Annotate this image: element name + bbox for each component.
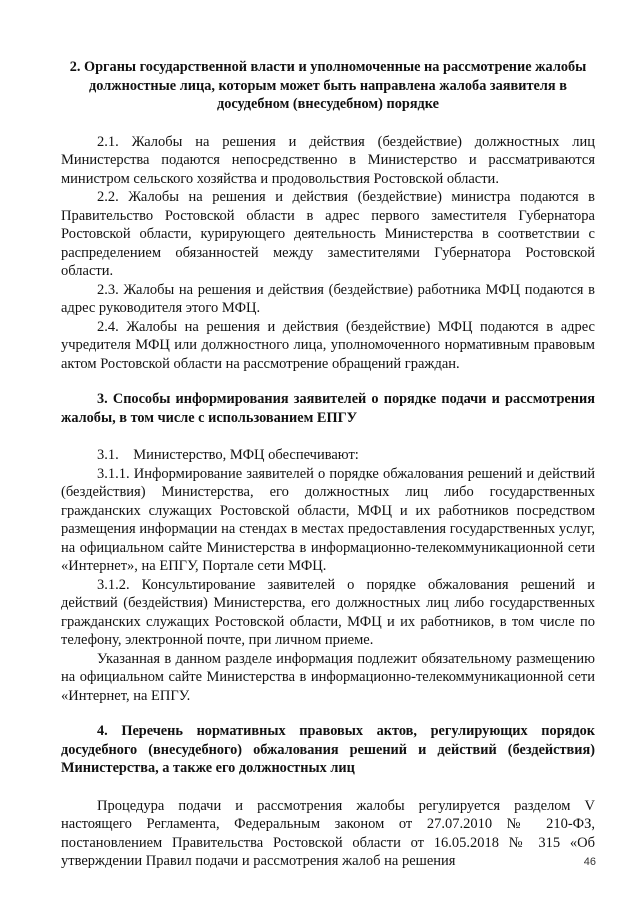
page-number: 46 [583, 856, 596, 868]
paragraph-2-3: 2.3. Жалобы на решения и действия (бездействие) работника МФЦ подаются в адрес руководителя этого МФЦ. [61, 281, 595, 316]
paragraph-2-4: 2.4. Жалобы на решения и действия (бездействие) МФЦ подаются в адрес учредителя МФЦ или должностного лица, уполномоченного нормативным правовым актом Ростовской области на рассмотрение обращений граждан. [61, 318, 595, 372]
paragraph-3-note: Указанная в данном разделе информация подлежит обязательному размещению на официальном сайте Министерства в информационно-телекоммуникационной сети «Интернет, на ЕПГУ. [61, 650, 595, 704]
section-2-heading: 2. Органы государственной власти и уполномоченные на рассмотрение жалобы должностные лица, которым может быть направлена жалоба заявителя в досудебном (внесудебном) порядке [69, 59, 587, 112]
paragraph-4-procedure: Процедура подачи и рассмотрения жалобы регулируется разделом V настоящего Регламента, Федеральным законом от 27.07.2010 № 210-ФЗ, постановлением Правительства Ростовской области от 16.05.2018 № 315 «Об утверждении Правил подачи и рассмотрения жалоб на решения [61, 797, 595, 869]
paragraph-2-2: 2.2. Жалобы на решения и действия (бездействие) министра подаются в Правительство Ростовской области в адрес первого заместителя Губернатора Ростовской области, курирующего деятельность Министерства в соответствии с распределением обязанностей между заместителями Губернатора Ростовской области. [61, 189, 595, 279]
document-page [61, 58, 595, 871]
paragraph-3-1-2: 3.1.2. Консультирование заявителей о порядке обжалования решений и действий (бездействия) Министерства, его должностных лиц либо государственных гражданских служащих Ростовской области, МФЦ и их работников, в том числе по телефону, электронной почте, при личном приеме. [61, 576, 595, 648]
paragraph-2-1: 2.1. Жалобы на решения и действия (бездействие) должностных лиц Министерства подаются непосредственно в Министерство и рассматриваются министром сельского хозяйства и продовольствия Ростовской области. [61, 133, 595, 187]
paragraph-3-1-1: 3.1.1. Информирование заявителей о порядке обжалования решений и действий (бездействия) Министерства, его должностных лиц либо государственных гражданских служащих Ростовской области, МФЦ и их работников посредством размещения информации на стендах в местах предоставления государственных услуг, на официальном сайте Министерства в информационно-телекоммуникационной сети «Интернет», на ЕПГУ, Портале сети МФЦ. [61, 465, 595, 574]
section-4-heading: 4. Перечень нормативных правовых актов, регулирующих порядок досудебного (внесудебного) обжалования решений и действий (бездействия) Министерства, а также его должностных лиц [61, 723, 595, 776]
paragraph-3-1: 3.1. Министерство, МФЦ обеспечивают: [97, 447, 359, 463]
section-3-heading: 3. Способы информирования заявителей о порядке подачи и рассмотрения жалобы, в том числе с использованием ЕПГУ [61, 391, 595, 426]
